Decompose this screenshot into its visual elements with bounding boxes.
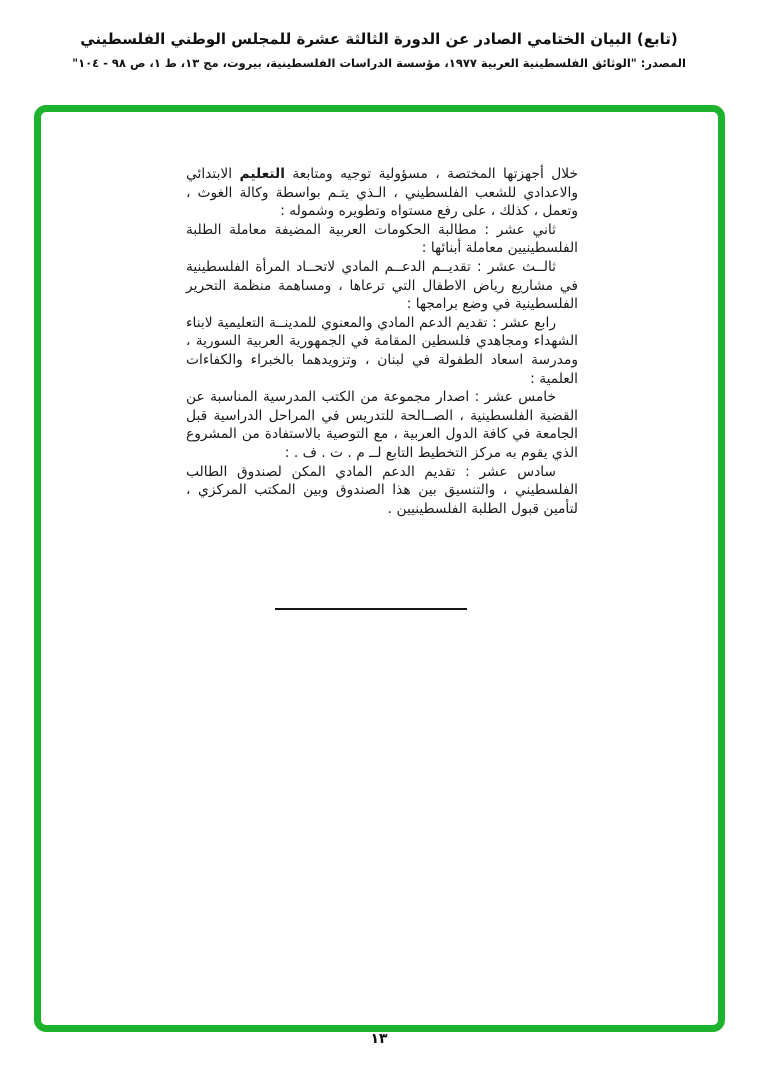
item-twelfth: ثاني عشر : مطالبة الحكومات العربية المضيفة معاملة الطلبة الفلسطينيين معاملة أبنائها : <box>186 221 578 257</box>
bold-word-education: التعليم <box>239 166 285 182</box>
page-number: ١٣ <box>370 1031 388 1047</box>
item-thirteenth: ثالــث عشر : تقديــم الدعــم المادي لاتحــاد المرأة الفلسطينية في مشاريع رياض الاطفال التي ترعاها ، ومساهمة منظمة التحرير الفلسطينية في وضع برامجها : <box>186 258 578 313</box>
paragraph-continuation-post: الابتدائي والاعدادي للشعب الفلسطيني ، الـذي يتـم بواسطة وكالة الغوث ، وتعمل ، كذلك ، على رفع مستواه وتطويره وشموله : <box>186 166 578 220</box>
item-fourteenth: رابع عشر : تقديم الدعم المادي والمعنوي للمدينــة التعليمية لابناء الشهداء ومجاهدي فلسطين المقامة في الجمهورية العربية السورية ، ومدرسة اسعاد الطفولة في لبنان ، وتزويدهما بالخبراء والكفاءات العلمية : <box>186 314 578 387</box>
document-title: (تابع) البيان الختامي الصادر عن الدورة الثالثة عشرة للمجلس الوطني الفلسطيني <box>80 30 678 48</box>
body-text-block <box>186 165 578 518</box>
paragraph-continuation-pre: خلال أجهزتها المختصة ، مسؤولية توجيه ومتابعة <box>284 166 578 182</box>
paragraph-continuation <box>186 165 578 221</box>
source-citation: المصدر: "الوثائق الفلسطينية العربية ١٩٧٧، مؤسسة الدراسات الفلسطينية، بيروت، مج ١٣، ط ١، ص ٩٨ - ١٠٤" <box>72 56 686 70</box>
section-divider <box>275 608 467 610</box>
item-fifteenth: خامس عشر : اصدار مجموعة من الكتب المدرسية المناسبة عن القضية الفلسطينية ، الصــالحة للتدريس في المراحل الدراسية قبل الجامعة في كافة الدول العربية ، مع التوصية بالاستفادة من المشروع الذي يقوم به مركز التخطيط التابع لــ م . ت . ف . : <box>186 389 578 461</box>
page-header <box>0 30 758 70</box>
item-sixteenth: سادس عشر : تقديم الدعم المادي المكن لصندوق الطالب الفلسطيني ، والتنسيق بين هذا الصندوق وبين المكتب المركزي ، لتأمين قبول الطلبة الفلسطينيين . <box>186 463 578 517</box>
